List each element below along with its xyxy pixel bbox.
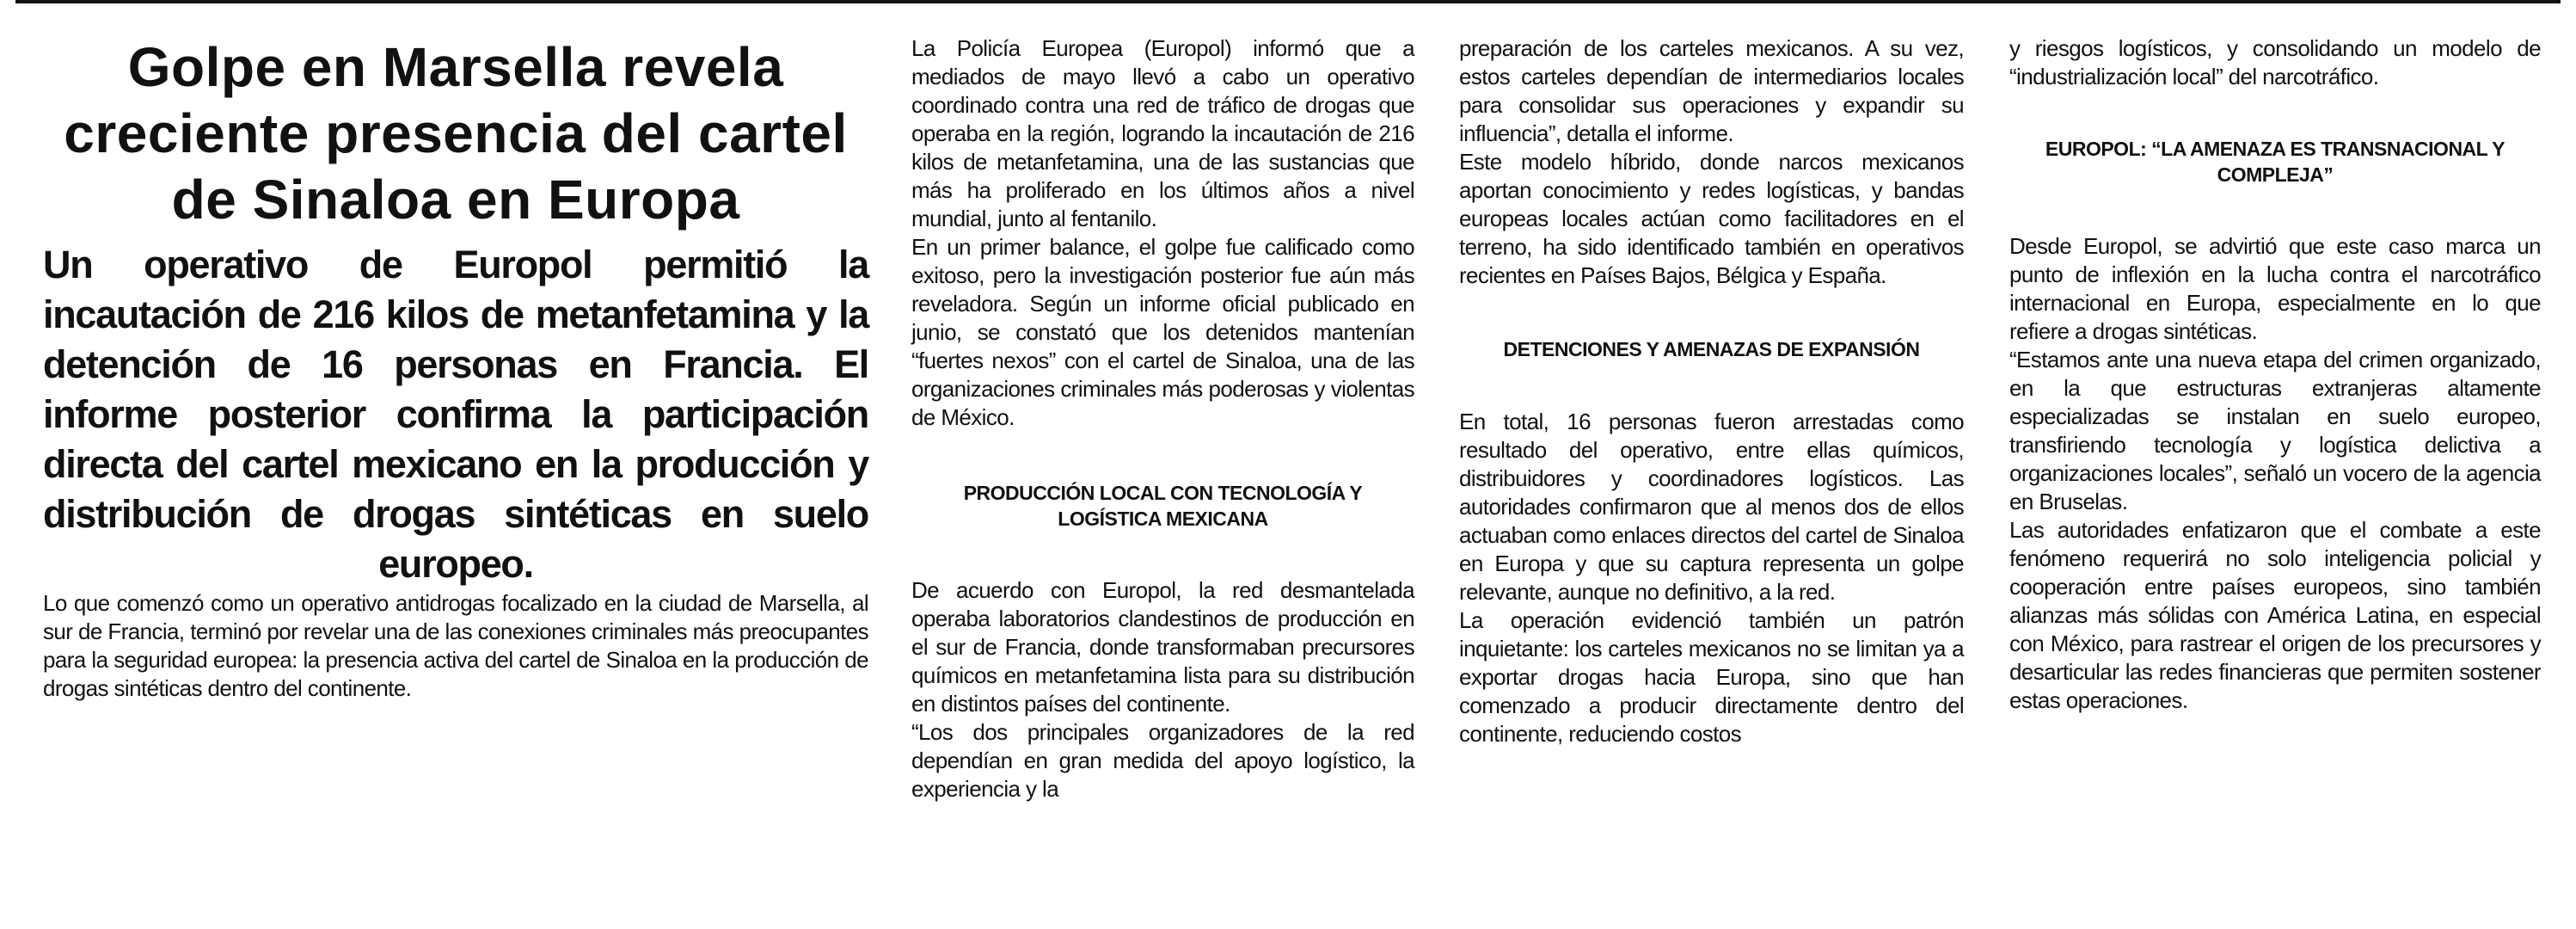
body-paragraph: La operación evidenció también un patrón inquietante: los carteles mexicanos no se limitan ya a exportar drogas hacia Europa, sino que han comenzado a producir directamente dentro del continente, reduciendo costos [1459,607,1964,747]
column-1 [43,34,868,703]
lead-paragraph: Lo que comenzó como un operativo antidrogas focalizado en la ciudad de Marsella, al sur de Francia, terminó por revelar una de las conexiones criminales más preocupantes para la seguridad europea: la presencia activa del cartel de Sinaloa en la producción de drogas sintéticas dentro del continente. [43,590,868,701]
body-paragraph: y riesgos logísticos, y consolidando un modelo de “industrialización local” del narcotráfico. [2009,35,2541,89]
body-paragraph: preparación de los carteles mexicanos. A su vez, estos carteles dependían de intermediarios locales para consolidar sus operaciones y expandir su influencia”, detalla el informe. [1459,35,1964,146]
top-rule [15,0,2561,3]
column-4 [2009,34,2541,715]
section-subhead: EUROPOL: “LA AMENAZA ES TRANSNACIONAL Y COMPLEJA” [2045,138,2505,186]
body-paragraph: “Estamos ante una nueva etapa del crimen organizado, en la que estructuras extranjeras altamente especializadas se instalan en suelo europeo, transfiriendo tecnología y logística delictiva a organizaciones locales”, señaló un vocero de la agencia en Bruselas. [2009,347,2541,514]
body-paragraph: Este modelo híbrido, donde narcos mexicanos aportan conocimiento y redes logísticas, y bandas europeas locales actúan como facilitadores en el terreno, ha sido identificado también en operativos recientes en Países Bajos, Bélgica y España. [1459,149,1964,288]
body-paragraph: “Los dos principales organizadores de la red dependían en gran medida del apoyo logístico, la experiencia y la [911,719,1414,802]
body-paragraph: Las autoridades enfatizaron que el combate a este fenómeno requerirá no solo inteligencia policial y cooperación entre países europeos, sino también alianzas más sólidas con América Latina, en especial con México, para rastrear el origen de los precursores y desarticular las redes financieras que permiten sostener estas operaciones. [2009,517,2541,713]
section-subhead: DETENCIONES Y AMENAZAS DE EXPANSIÓN [1503,338,1920,360]
section-subhead: PRODUCCIÓN LOCAL CON TECNOLOGÍA Y LOGÍSTICA MEXICANA [963,482,1363,530]
body-paragraph: De acuerdo con Europol, la red desmantelada operaba laboratorios clandestinos de producción en el sur de Francia, donde transformaban precursores químicos en metanfetamina lista para su distribución en distintos países del continente. [911,577,1414,717]
headline: Golpe en Marsella revela creciente presencia del cartel de Sinaloa en Europa [64,36,848,231]
column-2 [911,34,1414,803]
deck: Un operativo de Europol permitió la incautación de 216 kilos de metanfetamina y la detención de 16 personas en Francia. El informe posterior confirma la participación directa del cartel mexicano en la producción y distribución de drogas sintéticas en suelo europeo. [43,243,868,586]
body-paragraph: En total, 16 personas fueron arrestadas como resultado del operativo, entre ellas químicos, distribuidores y coordinadores logísticos. Las autoridades confirmaron que al menos dos de ellos actuaban como enlaces directos del cartel de Sinaloa en Europa y que su captura representa un golpe relevante, aunque no definitivo, a la red. [1459,409,1964,605]
body-paragraph: En un primer balance, el golpe fue calificado como exitoso, pero la investigación posterior fue aún más reveladora. Según un informe oficial publicado en junio, se constató que los detenidos mantenían “fuertes nexos” con el cartel de Sinaloa, una de las organizaciones criminales más poderosas y violentas de México. [911,234,1414,430]
column-3 [1459,34,1964,748]
body-paragraph: Desde Europol, se advirtió que este caso marca un punto de inflexión en la lucha contra el narcotráfico internacional en Europa, especialmente en lo que refiere a drogas sintéticas. [2009,233,2541,344]
body-paragraph: La Policía Europea (Europol) informó que a mediados de mayo llevó a cabo un operativo coordinado contra una red de tráfico de drogas que operaba en la región, logrando la incautación de 216 kilos de metanfetamina, una de las sustancias que más ha proliferado en los últimos años a nivel mundial, junto al fentanilo. [911,35,1414,231]
